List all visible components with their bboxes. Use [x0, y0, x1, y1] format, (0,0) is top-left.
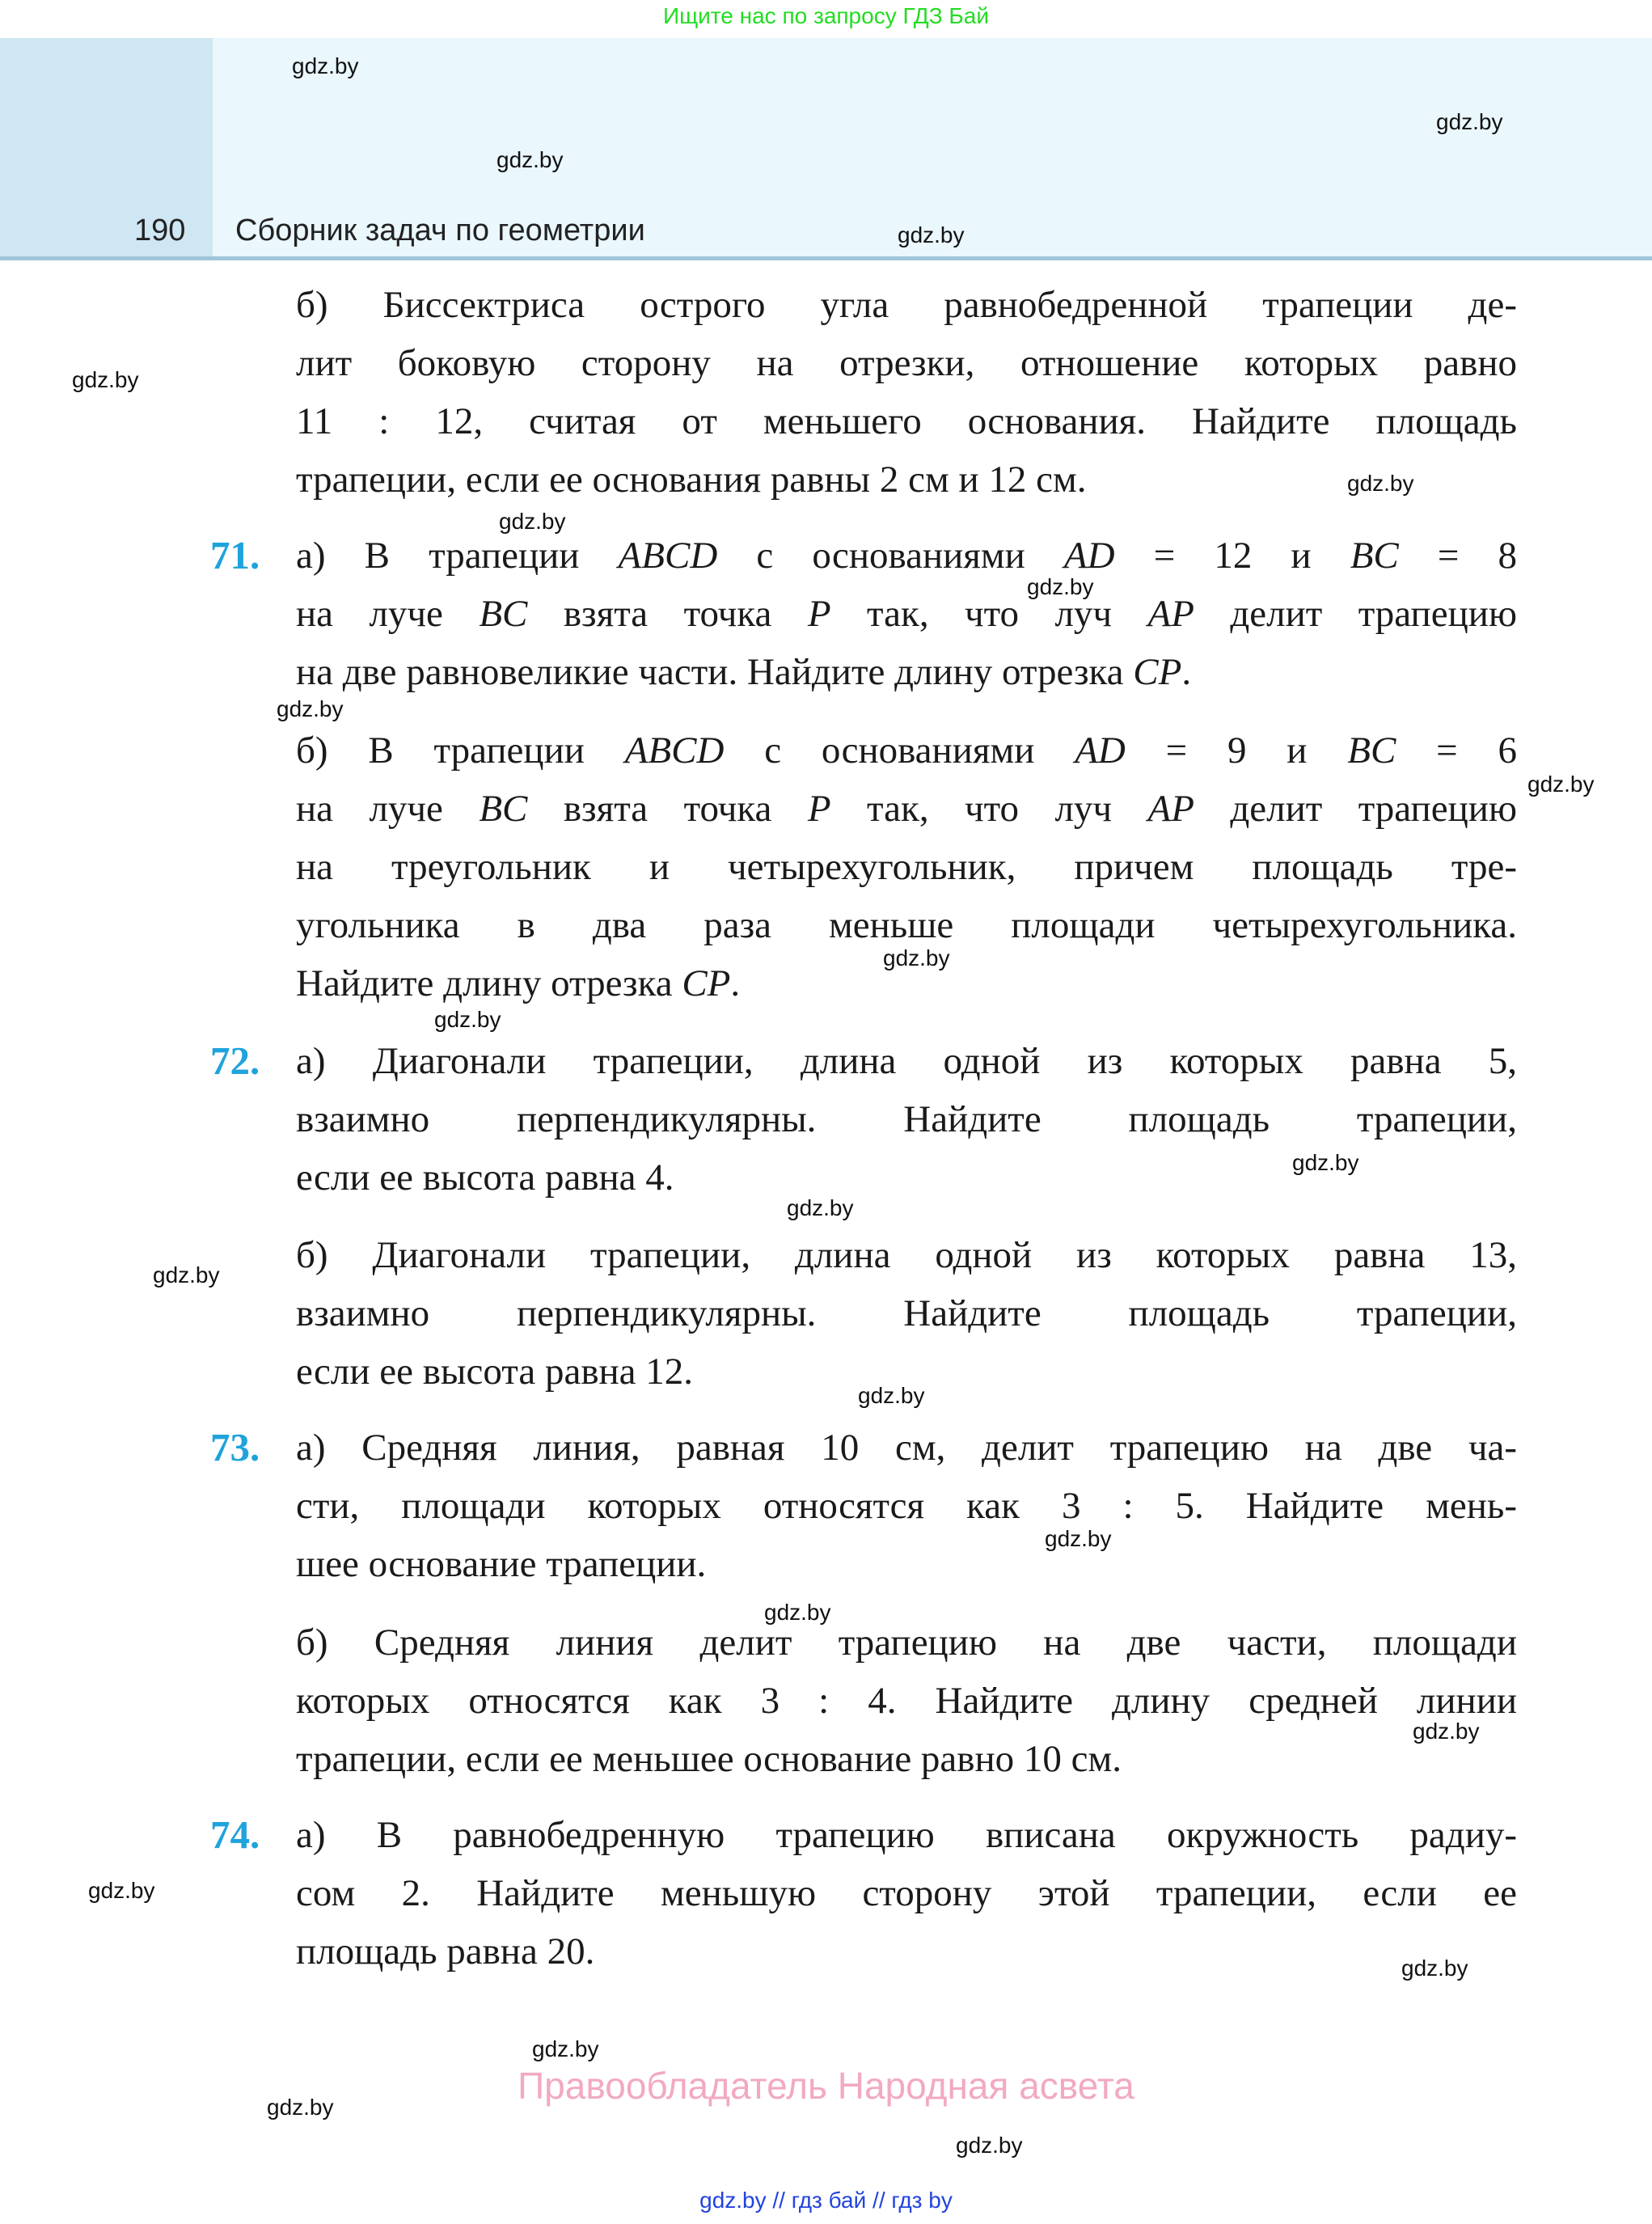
math-variable: BC	[1350, 535, 1399, 577]
text-line	[296, 392, 1517, 450]
math-variable: P	[807, 788, 831, 830]
text-segment: шее основание трапеции.	[296, 1543, 707, 1585]
text-segment: = 8	[1398, 535, 1518, 577]
rights-holder-notice: Правообладатель Народная асвета	[518, 2065, 1134, 2107]
text-segment: сом 2. Найдите меньшую сторону этой трапеции, если ее	[296, 1872, 1517, 1914]
text-segment: взята точка	[527, 788, 808, 830]
watermark: gdz.by	[434, 1007, 501, 1032]
text-segment: = 12 и	[1114, 535, 1350, 577]
math-variable: CP	[682, 962, 731, 1004]
text-line	[296, 1419, 1517, 1477]
text-segment: б) Биссектриса острого угла равнобедренной трапеции де-	[296, 284, 1517, 326]
text-segment: Найдите длину отрезка	[296, 962, 682, 1004]
text-segment: на две равновеликие части. Найдите длину отрезка	[296, 651, 1134, 693]
text-segment: а) Средняя линия, равная 10 см, делит трапецию на две ча-	[296, 1427, 1517, 1469]
watermark: gdz.by	[787, 1195, 854, 1220]
problem-text	[296, 1806, 1517, 1981]
text-segment: делит трапецию	[1194, 593, 1517, 635]
text-line	[296, 1032, 1517, 1090]
watermark: gdz.by	[88, 1878, 155, 1903]
text-segment: на луче	[296, 788, 480, 830]
text-line	[296, 276, 1517, 334]
watermark: gdz.by	[499, 509, 566, 534]
text-segment: а) В равнобедренную трапецию вписана окружность радиу-	[296, 1814, 1517, 1856]
watermark: gdz.by	[1045, 1526, 1112, 1551]
watermark: gdz.by	[72, 367, 139, 392]
text-line	[296, 838, 1517, 896]
watermark: gdz.by	[764, 1600, 831, 1625]
problem-number: 72.	[210, 1038, 260, 1083]
math-variable: BC	[479, 788, 528, 830]
math-variable: AD	[1063, 535, 1115, 577]
text-line	[296, 1477, 1517, 1535]
text-line	[296, 780, 1517, 838]
watermark: gdz.by	[898, 222, 965, 247]
text-segment: 11 : 12, считая от меньшего основания. Найдите площадь	[296, 400, 1517, 442]
text-line	[296, 721, 1517, 780]
text-segment: взята точка	[527, 593, 808, 635]
text-segment: сти, площади которых относятся как 3 : 5. Найдите мень-	[296, 1485, 1517, 1527]
math-variable: BC	[1347, 729, 1396, 772]
running-header-title: Сборник задач по геометрии	[235, 214, 645, 247]
text-segment: трапеции, если ее основания равны 2 см и 12 см.	[296, 459, 1087, 501]
math-variable: AP	[1147, 788, 1194, 830]
text-segment: с основаниями	[717, 535, 1064, 577]
watermark: gdz.by	[532, 2036, 599, 2061]
text-segment: если ее высота равна 12.	[296, 1351, 694, 1393]
text-line	[296, 1226, 1517, 1284]
text-segment: б) Средняя линия делит трапецию на две части, площади	[296, 1621, 1517, 1664]
problem-number: 74.	[210, 1812, 260, 1857]
watermark: gdz.by	[1436, 109, 1503, 134]
watermark: gdz.by	[1292, 1150, 1359, 1175]
search-hint-banner: Ищите нас по запросу ГДЗ Бай	[662, 3, 990, 28]
watermark: gdz.by	[956, 2133, 1023, 2158]
text-line	[296, 1535, 1517, 1593]
text-line	[296, 1922, 1517, 1981]
text-segment: если ее высота равна 4.	[296, 1156, 674, 1199]
math-variable: AP	[1147, 593, 1194, 635]
text-segment: а) Диагонали трапеции, длина одной из которых равна 5,	[296, 1040, 1517, 1082]
text-line	[296, 1613, 1517, 1672]
text-line	[296, 1672, 1517, 1730]
problem-text	[296, 1613, 1517, 1788]
text-line	[296, 1864, 1517, 1922]
watermark: gdz.by	[153, 1262, 220, 1287]
watermark: gdz.by	[883, 945, 950, 970]
math-variable: AD	[1075, 729, 1126, 772]
text-segment: лит боковую сторону на отрезки, отношение которых равно	[296, 342, 1517, 384]
text-line	[296, 334, 1517, 392]
problem-text	[296, 1419, 1517, 1593]
text-line	[296, 643, 1517, 701]
text-segment: б) Диагонали трапеции, длина одной из которых равна 13,	[296, 1234, 1517, 1276]
problem-text	[296, 1226, 1517, 1401]
text-segment: делит трапецию	[1194, 788, 1517, 830]
watermark: gdz.by	[1527, 772, 1595, 797]
watermark: gdz.by	[292, 53, 359, 78]
problem-number: 73.	[210, 1425, 260, 1469]
text-line	[296, 1090, 1517, 1148]
text-segment: взаимно перпендикулярны. Найдите площадь трапеции,	[296, 1292, 1517, 1334]
text-segment: так, что луч	[830, 593, 1148, 635]
text-segment: площадь равна 20.	[296, 1930, 595, 1972]
watermark: gdz.by	[277, 696, 344, 721]
text-line	[296, 450, 1517, 509]
text-line	[296, 1806, 1517, 1864]
text-segment: б) В трапеции	[296, 729, 625, 772]
text-segment: а) В трапеции	[296, 535, 619, 577]
math-variable: BC	[479, 593, 528, 635]
math-variable: ABCD	[624, 729, 725, 772]
problem-text	[296, 1032, 1517, 1207]
text-line	[296, 585, 1517, 643]
page-number: 190	[134, 214, 186, 247]
text-segment: = 6	[1396, 729, 1517, 772]
text-segment: на треугольник и четырехугольник, причем площадь тре-	[296, 846, 1517, 888]
problem-number: 71.	[210, 533, 260, 577]
text-segment: так, что луч	[830, 788, 1148, 830]
text-segment: = 9 и	[1125, 729, 1348, 772]
text-segment: трапеции, если ее меньшее основание равно 10 см.	[296, 1738, 1122, 1780]
text-line	[296, 1730, 1517, 1788]
header-divider	[0, 256, 1652, 260]
watermark: gdz.by	[1413, 1719, 1480, 1744]
watermark: gdz.by	[1347, 471, 1414, 496]
text-segment: угольника в два раза меньше площади четырехугольника.	[296, 904, 1517, 946]
text-segment: .	[1181, 651, 1192, 693]
watermark: gdz.by	[496, 147, 564, 172]
bottom-links[interactable]: gdz.by // гдз бай // гдз by	[699, 2188, 953, 2213]
text-segment: взаимно перпендикулярны. Найдите площадь трапеции,	[296, 1098, 1517, 1140]
text-segment: с основаниями	[724, 729, 1075, 772]
problem-text	[296, 526, 1517, 701]
text-segment: которых относятся как 3 : 4. Найдите длину средней линии	[296, 1680, 1517, 1722]
watermark: gdz.by	[267, 2095, 334, 2120]
problem-text	[296, 276, 1517, 509]
watermark: gdz.by	[858, 1383, 925, 1408]
math-variable: P	[807, 593, 831, 635]
text-line	[296, 1284, 1517, 1342]
math-variable: ABCD	[618, 535, 718, 577]
text-segment: на луче	[296, 593, 480, 635]
math-variable: CP	[1133, 651, 1182, 693]
text-line	[296, 526, 1517, 585]
text-segment: .	[730, 962, 741, 1004]
watermark: gdz.by	[1401, 1956, 1468, 1981]
watermark: gdz.by	[1027, 574, 1094, 599]
